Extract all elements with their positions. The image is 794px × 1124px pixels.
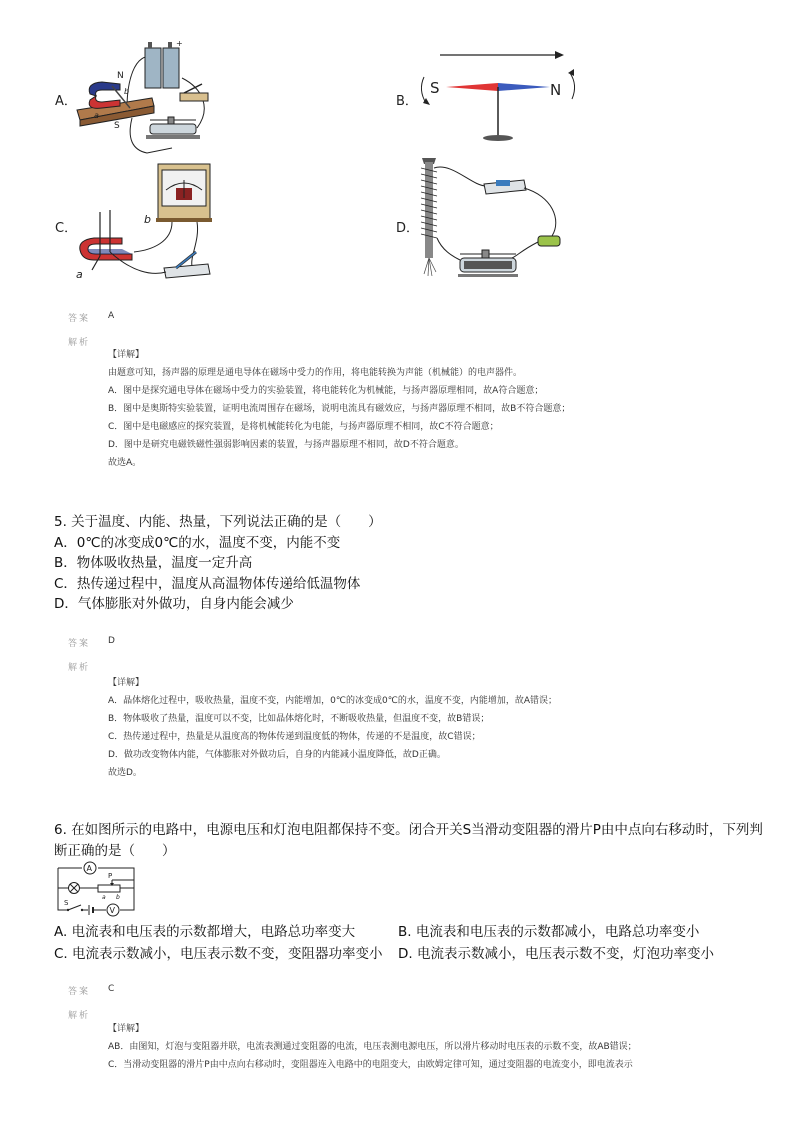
compass-s-label: S bbox=[430, 79, 440, 97]
rheostat-a-label: a bbox=[102, 894, 106, 901]
battery-icon bbox=[538, 236, 560, 246]
rod-a-label: a bbox=[94, 111, 99, 120]
option-b: B．物体吸收热量，温度一定升高 bbox=[54, 555, 253, 571]
option-c-label: C． bbox=[55, 221, 78, 236]
rheostat-icon bbox=[458, 250, 518, 277]
option-b-label: B． bbox=[396, 94, 418, 109]
question-5 bbox=[54, 512, 382, 615]
galvanometer-icon bbox=[156, 164, 212, 222]
option-d-label: D． bbox=[396, 221, 420, 236]
explanation-line: 【详解】 bbox=[108, 350, 145, 360]
svg-text:A: A bbox=[86, 864, 92, 873]
question-stem-line: 6. 在如图所示的电路中，电源电压和灯泡电阻都保持不变。闭合开关S当滑动变阻器的滑片P由中点向右移动时，下列判 bbox=[54, 822, 763, 838]
figure-a-motor-experiment bbox=[72, 38, 217, 156]
question-stem: 5. 关于温度、内能、热量，下列说法正确的是（ ） bbox=[54, 514, 382, 530]
explanation-line: C．当滑动变阻器的滑片P由中点向右移动时，变阻器连入电路中的电阻变大，由欧姆定律可知，通过变阻器的电流变小，即电流表示 bbox=[108, 1060, 633, 1070]
explanation-block bbox=[108, 346, 570, 472]
rheostat-icon bbox=[146, 117, 200, 139]
analysis-label: 解析 bbox=[68, 663, 91, 673]
explanation-line: 【详解】 bbox=[108, 1024, 145, 1034]
rheostat-b-label: b bbox=[116, 894, 120, 901]
option-d: D．气体膨胀对外做功，自身内能会减少 bbox=[54, 596, 294, 612]
answer-value: D bbox=[108, 636, 115, 646]
explanation-block bbox=[108, 674, 557, 782]
switch-s-label: S bbox=[64, 899, 69, 907]
explanation-line: B．物体吸收了热量，温度可以不变，比如晶体熔化时，不断吸收热量，但温度不变，故B错误； bbox=[108, 714, 490, 724]
explanation-line: 由题意可知，扬声器的原理是通电导体在磁场中受力的作用，将电能转换为声能（机械能）的电声器件。 bbox=[108, 368, 523, 378]
explanation-line: 【详解】 bbox=[108, 678, 145, 688]
svg-text:V: V bbox=[109, 906, 115, 915]
slider-p-label: P bbox=[108, 872, 113, 880]
rod-b-label: b bbox=[124, 87, 130, 96]
explanation-line: B．图中是奥斯特实验装置，证明电流周围存在磁场，说明电流具有磁效应，与扬声器原理不相同，故B不符合题意； bbox=[108, 404, 571, 414]
question-6-stem bbox=[54, 820, 763, 861]
explanation-line: 故选D。 bbox=[108, 768, 142, 778]
question-stem-line: 断正确的是（ ） bbox=[54, 842, 176, 859]
answer-value: A bbox=[108, 311, 115, 321]
option-b: B. 电流表和电压表的示数都减小，电路总功率变小 bbox=[398, 924, 700, 940]
compass-needle-icon bbox=[446, 83, 550, 141]
rod-b-label: b bbox=[144, 213, 151, 226]
battery-icon bbox=[145, 42, 179, 88]
option-c: C．热传递过程中，温度从高温物体传递给低温物体 bbox=[54, 575, 361, 592]
electromagnet-icon bbox=[421, 158, 437, 276]
option-a: A. 电流表和电压表的示数都增大，电路总功率变大 bbox=[54, 924, 356, 940]
explanation-line: D．图中是研究电磁铁磁性强弱影响因素的装置，与扬声器原理不相同，故D不符合题意。 bbox=[108, 440, 464, 450]
option-c: C. 电流表示数减小，电压表示数不变，变阻器功率变小 bbox=[54, 946, 383, 962]
horseshoe-magnet-icon bbox=[89, 82, 120, 108]
compass-n-label: N bbox=[550, 81, 562, 99]
figure-b-oersted-experiment bbox=[410, 45, 590, 145]
circuit-diagram bbox=[54, 860, 144, 922]
voltmeter-icon bbox=[107, 904, 119, 916]
switch-icon bbox=[67, 905, 83, 911]
explanation-line: A．晶体熔化过程中，吸收热量，温度不变，内能增加，0℃的冰变成0℃的水，温度不变，内能增加，故A错误； bbox=[108, 696, 557, 706]
option-a-label: A． bbox=[55, 94, 77, 109]
switch-icon bbox=[484, 180, 526, 194]
figure-c-induction-experiment bbox=[72, 160, 217, 288]
answer-label: 答案 bbox=[68, 639, 91, 649]
answer-label: 答案 bbox=[68, 314, 91, 324]
explanation-line: A．图中是探究通电导体在磁场中受力的实验装置，将电能转化为机械能，与扬声器原理相同，故A符合题意； bbox=[108, 386, 544, 396]
rheostat-icon bbox=[98, 880, 134, 892]
horseshoe-magnet-icon bbox=[80, 238, 132, 260]
lamp-icon bbox=[69, 883, 80, 894]
explanation-line: C．图中是电磁感应的探究装置，是将机械能转化为电能，与扬声器原理不相同，故C不符合题意； bbox=[108, 422, 499, 432]
magnet-n-label: N bbox=[117, 71, 124, 81]
option-d: D. 电流表示数减小，电压表示数不变，灯泡功率变小 bbox=[398, 946, 714, 962]
explanation-line: 故选A。 bbox=[108, 458, 142, 468]
rod-a-label: a bbox=[76, 268, 83, 281]
explanation-line: AB．由图知，灯泡与变阻器并联，电流表测通过变阻器的电流，电压表测电源电压，所以滑片移动时电压表的示数不变，故AB错误； bbox=[108, 1042, 637, 1052]
explanation-line: C．热传递过程中，热量是从温度高的物体传递到温度低的物体，传递的不是温度，故C错误； bbox=[108, 732, 481, 742]
battery-icon bbox=[89, 905, 93, 915]
analysis-label: 解析 bbox=[68, 1011, 91, 1021]
ammeter-icon bbox=[84, 862, 96, 874]
figure-d-electromagnet-experiment bbox=[412, 150, 562, 290]
explanation-line: D．做功改变物体内能，气体膨胀对外做功后，自身的内能减小温度降低，故D正确。 bbox=[108, 750, 446, 760]
plus-label: + bbox=[176, 39, 183, 48]
option-a: A．0℃的冰变成0℃的水，温度不变，内能不变 bbox=[54, 534, 341, 551]
answer-label: 答案 bbox=[68, 987, 91, 997]
magnet-s-label: S bbox=[114, 121, 120, 131]
switch-icon bbox=[164, 252, 210, 278]
answer-value: C bbox=[108, 984, 115, 994]
explanation-block bbox=[108, 1020, 637, 1074]
analysis-label: 解析 bbox=[68, 338, 91, 348]
